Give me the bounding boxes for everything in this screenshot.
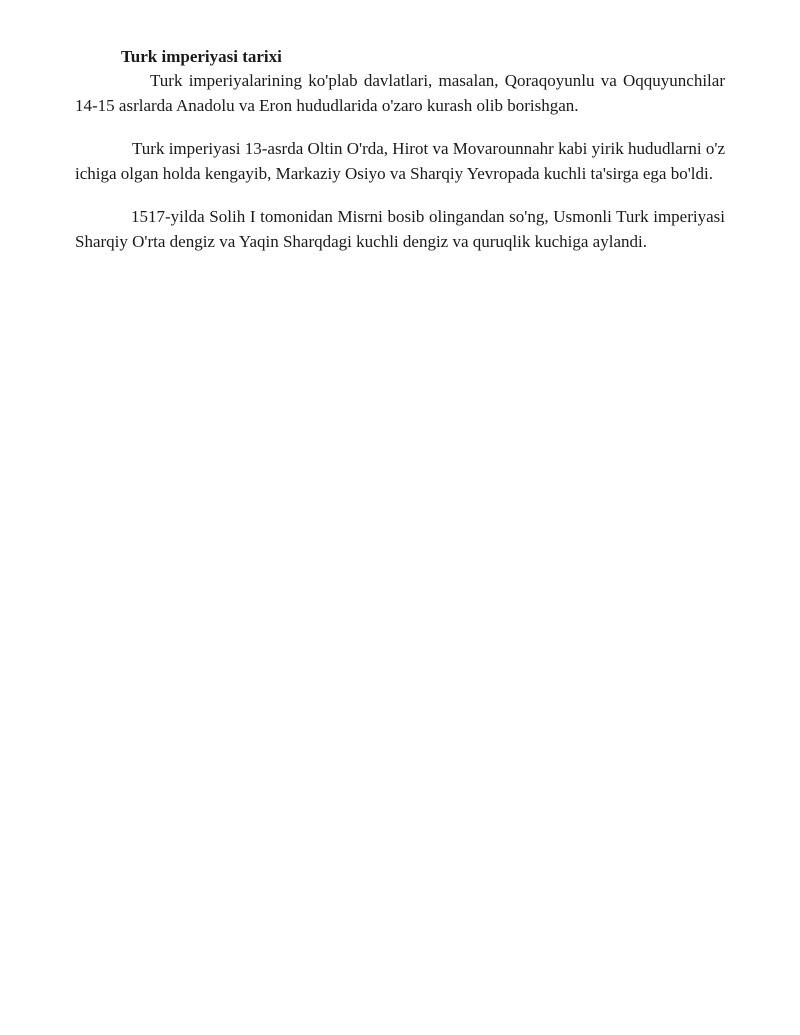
document-title: Turk imperiyasi tarixi [121,47,282,66]
paragraph-3: 1517-yilda Solih I tomonidan Misrni bosib olingandan so'ng, Usmonli Turk imperiyasi Sharqiy O'rta dengiz va Yaqin Sharqdagi kuchli dengiz va quruqlik kuchiga aylandi. [75,207,725,251]
paragraph-1: Turk imperiyalarining ko'plab davlatlari, masalan, Qoraqoyunlu va Oqquyunchilar 14-15 asrlarda Anadolu va Eron hududlarida o'zaro kurash olib borishgan. [75,71,725,115]
paragraph-2: Turk imperiyasi 13-asrda Oltin O'rda, Hirot va Movarounnahr kabi yirik hududlarni o'z ichiga olgan holda kengayib, Markaziy Osiyo va Sharqiy Yevropada kuchli ta'sirga ega bo'ldi. [75,139,725,183]
document-page [75,46,725,254]
